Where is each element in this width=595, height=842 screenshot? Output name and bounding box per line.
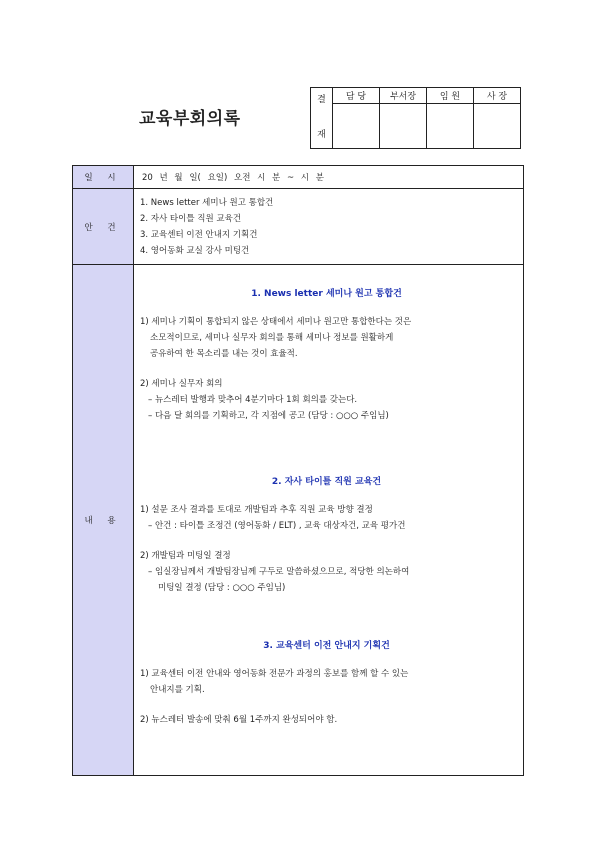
section-line: – 안건 : 타이틀 조정건 (영어동화 / ELT) , 교육 대상자건, 교육 평가건 bbox=[148, 521, 406, 531]
section-line: 안내지를 기획. bbox=[150, 685, 205, 695]
section-title-staff-training: 2. 자사 타이틀 직원 교육건 bbox=[271, 477, 382, 487]
approval-sign-president[interactable] bbox=[474, 104, 521, 149]
section-line: 공유하여 한 목소리를 내는 것이 효율적. bbox=[150, 349, 298, 359]
agenda-item: 4. 영어동화 교실 강사 미팅건 bbox=[140, 246, 250, 256]
approval-sign-manager[interactable] bbox=[380, 104, 427, 149]
document-title: 교육부회의록 bbox=[139, 109, 241, 129]
approval-col-president: 사 장 bbox=[474, 88, 521, 104]
section-line: 2) 개발팀과 미팅일 결정 bbox=[140, 551, 231, 561]
minutes-table bbox=[72, 165, 524, 776]
agenda-label: 안 건 bbox=[73, 189, 134, 265]
section-line: 1) 교육센터 이전 안내와 영어동화 전문가 과정의 홍보를 함께 할 수 있는 bbox=[140, 669, 409, 679]
approval-label-1: 결 bbox=[317, 95, 326, 106]
section-line: – 다음 달 회의를 기획하고, 각 지점에 공고 (담당 : ○○○ 주임님) bbox=[148, 411, 389, 421]
agenda-list bbox=[134, 189, 523, 259]
content-label: 내 용 bbox=[73, 265, 134, 776]
date-value[interactable]: 20 년 월 일( 요일) 오전 시 분 ~ 시 분 bbox=[134, 166, 524, 189]
section-title-newsletter: 1. News letter 세미나 원고 통합건 bbox=[251, 289, 402, 299]
section-line: – 임실장님께서 개발팀장님께 구두로 말씀하셨으므로, 적당한 의논하여 bbox=[148, 567, 410, 577]
approval-col-executive: 임 원 bbox=[427, 88, 474, 104]
agenda-cell[interactable] bbox=[134, 189, 524, 265]
approval-label-2: 재 bbox=[317, 129, 326, 140]
agenda-item: 2. 자사 타이틀 직원 교육건 bbox=[140, 214, 242, 224]
date-label: 일 시 bbox=[73, 166, 134, 189]
section-title-center-relocation: 3. 교육센터 이전 안내지 기획건 bbox=[263, 641, 390, 651]
approval-col-staff: 담 당 bbox=[333, 88, 380, 104]
agenda-item: 1. News letter 세미나 원고 통합건 bbox=[140, 198, 274, 208]
section-line: 1) 설문 조사 결과를 토대로 개발팀과 추후 직원 교육 방향 결정 bbox=[140, 505, 373, 515]
section-line: 1) 세미나 기획이 통합되지 않은 상태에서 세미나 원고만 통합한다는 것은 bbox=[140, 317, 412, 327]
section-line: 2) 뉴스레터 발송에 맞춰 6월 1주까지 완성되어야 함. bbox=[140, 715, 338, 725]
approval-sign-executive[interactable] bbox=[427, 104, 474, 149]
approval-table bbox=[310, 87, 521, 149]
section-line: – 뉴스레터 발행과 맞추어 4분기마다 1회 회의를 갖는다. bbox=[148, 395, 358, 405]
section-line: 미팅일 결정 (담당 : ○○○ 주임님) bbox=[158, 583, 286, 593]
approval-side-label bbox=[311, 88, 333, 149]
section-line: 2) 세미나 실무자 회의 bbox=[140, 379, 223, 389]
section-line: 소모적이므로, 세미나 실무자 회의를 통해 세미나 정보를 원활하게 bbox=[150, 333, 394, 343]
content-cell[interactable] bbox=[134, 265, 524, 776]
approval-col-manager: 부서장 bbox=[380, 88, 427, 104]
agenda-item: 3. 교육센터 이전 안내지 기획건 bbox=[140, 230, 258, 240]
content-body bbox=[134, 265, 523, 728]
approval-sign-staff[interactable] bbox=[333, 104, 380, 149]
